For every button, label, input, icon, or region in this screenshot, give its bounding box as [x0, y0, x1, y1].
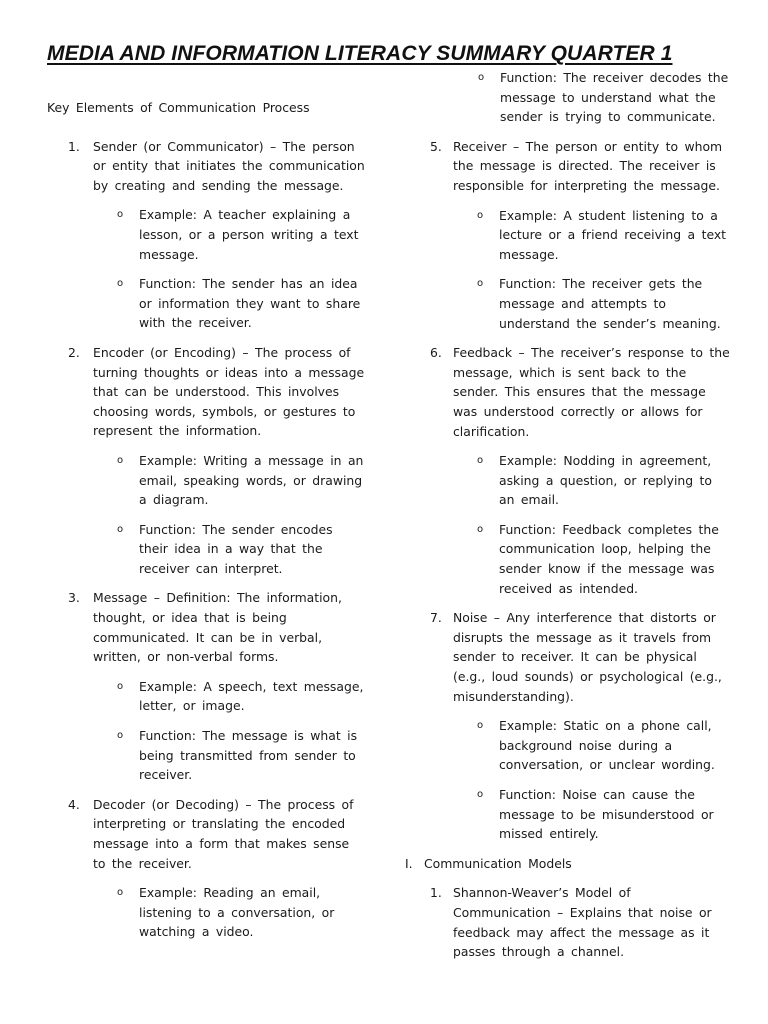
bullet-icon: o [117, 454, 124, 466]
sub-list [93, 883, 367, 942]
list-item-feedback [410, 343, 730, 598]
bullet-icon: o [117, 523, 124, 535]
sub-item-text: Function: The receiver decodes the message to understand what the sender is trying to communicate. [500, 70, 729, 125]
section-label: Communication Models [424, 855, 572, 871]
bullet-icon: o [117, 887, 124, 899]
list-item-sender [47, 137, 367, 333]
sub-item-function [93, 274, 367, 333]
item-number: 7. [430, 610, 442, 626]
sub-item-text: Example: Static on a phone call, background noise during a conversation, or unclear wording. [499, 718, 715, 773]
bullet-icon: o [478, 72, 485, 83]
right-column [405, 68, 730, 962]
sub-item-function [93, 520, 367, 579]
sub-item-function [453, 785, 730, 844]
item-number: 1. [68, 138, 80, 154]
item-text: Decoder (or Decoding) – The process of interpreting or translating the encoded message into a form that makes sense to the receiver. [93, 796, 354, 871]
sub-item-function [453, 520, 730, 598]
item-text: Shannon-Weaver’s Model of Communication – Explains that noise or feedback may affect the message as it passes through a channel. [453, 885, 712, 960]
sub-item-example [453, 716, 730, 775]
bullet-icon: o [477, 455, 484, 467]
sub-item-text: Function: The message is what is being transmitted from sender to receiver. [139, 728, 358, 783]
item-number: 2. [68, 344, 80, 360]
sub-item-text: Example: Writing a message in an email, speaking words, or drawing a diagram. [139, 452, 364, 508]
item-number: 5. [430, 138, 442, 154]
sub-list [453, 206, 730, 334]
sub-item-text: Function: Feedback completes the communication loop, helping the sender know if the message was received as intended. [499, 521, 719, 596]
bullet-icon: o [117, 209, 124, 221]
item-text: Encoder (or Encoding) – The process of turning thoughts or ideas into a message that can be understood. This involves choosing words, symbols, or gestures to represent the information. [93, 344, 365, 439]
sub-list [93, 451, 367, 579]
elements-list [47, 137, 367, 942]
item-text: Message – Definition: The information, thought, or idea that is being communicated. It can be in verbal, written, or non-verbal forms. [93, 590, 342, 665]
left-column [47, 98, 367, 942]
sub-list [93, 205, 367, 333]
bullet-icon: o [477, 789, 484, 800]
list-item-message [47, 588, 367, 784]
item-text: Noise – Any interference that distorts or disrupts the message as it travels from sender to receiver. It can be physical (e.g., loud sounds) or psychological (e.g., misunderstanding). [453, 610, 722, 704]
bullet-icon: o [477, 209, 484, 221]
bullet-icon: o [117, 278, 124, 290]
sub-item-example [93, 677, 367, 716]
item-text: Sender (or Communicator) – The person or entity that initiates the communication by creating and sending the message. [93, 138, 365, 193]
sub-item-example [93, 205, 367, 264]
bullet-icon: o [477, 278, 484, 290]
sub-item-text: Function: The receiver gets the message and attempts to understand the sender’s meaning. [499, 276, 721, 331]
list-item-noise [410, 608, 730, 844]
sub-item-text: Example: Reading an email, listening to a conversation, or watching a video. [139, 885, 335, 940]
item-number: 1. [430, 885, 442, 901]
list-item-encoder [47, 343, 367, 579]
sub-item-text: Function: The sender encodes their idea in a way that the receiver can interpret. [139, 521, 333, 576]
sub-item-text: Example: A speech, text message, letter, or image. [139, 678, 364, 714]
sub-item-example [453, 206, 730, 265]
sub-item-text: Example: A student listening to a lecture or a friend receiving a text message. [499, 207, 727, 262]
sub-item-example [453, 451, 730, 510]
models-list [410, 883, 730, 961]
item-number: 6. [430, 345, 442, 361]
list-item-receiver [410, 137, 730, 333]
sub-item-text: Example: Nodding in agreement, asking a question, or replying to an email. [499, 453, 713, 508]
item-number: 3. [68, 590, 80, 606]
sub-item-text: Example: A teacher explaining a lesson, or a person writing a text message. [139, 207, 359, 262]
list-item-decoder [47, 795, 367, 942]
sub-list [453, 451, 730, 598]
item-number: 4. [68, 796, 80, 812]
bullet-icon: o [117, 680, 124, 692]
item-text: Receiver – The person or entity to whom the message is directed. The receiver is responsible for interpreting the message. [453, 138, 723, 193]
item-text: Feedback – The receiver’s response to the message, which is sent back to the sender. This ensures that the message was understood correctly or allows for clarification. [453, 345, 730, 439]
section-heading: Key Elements of Communication Process [47, 100, 310, 115]
sub-item-text: Function: The sender has an idea or information they want to share with the receiver. [139, 276, 361, 331]
sub-item-function [453, 274, 730, 333]
sub-item-text: Function: Noise can cause the message to be misunderstood or missed entirely. [499, 787, 714, 842]
bullet-icon: o [477, 523, 484, 535]
page-title: MEDIA AND INFORMATION LITERACY SUMMARY QUARTER 1 [47, 42, 673, 65]
sub-item-example [93, 883, 367, 942]
bullet-icon: o [477, 720, 484, 732]
elements-list-continued [410, 137, 730, 844]
sub-list [93, 677, 367, 785]
sub-item-function [93, 726, 367, 785]
bullet-icon: o [117, 730, 124, 742]
sub-item-example [93, 451, 367, 510]
list-item-shannon-weaver [410, 883, 730, 961]
sub-list [453, 716, 730, 844]
section-communication-models [405, 854, 730, 874]
sub-item-function-continued [410, 68, 730, 127]
section-number: I. [405, 855, 413, 871]
